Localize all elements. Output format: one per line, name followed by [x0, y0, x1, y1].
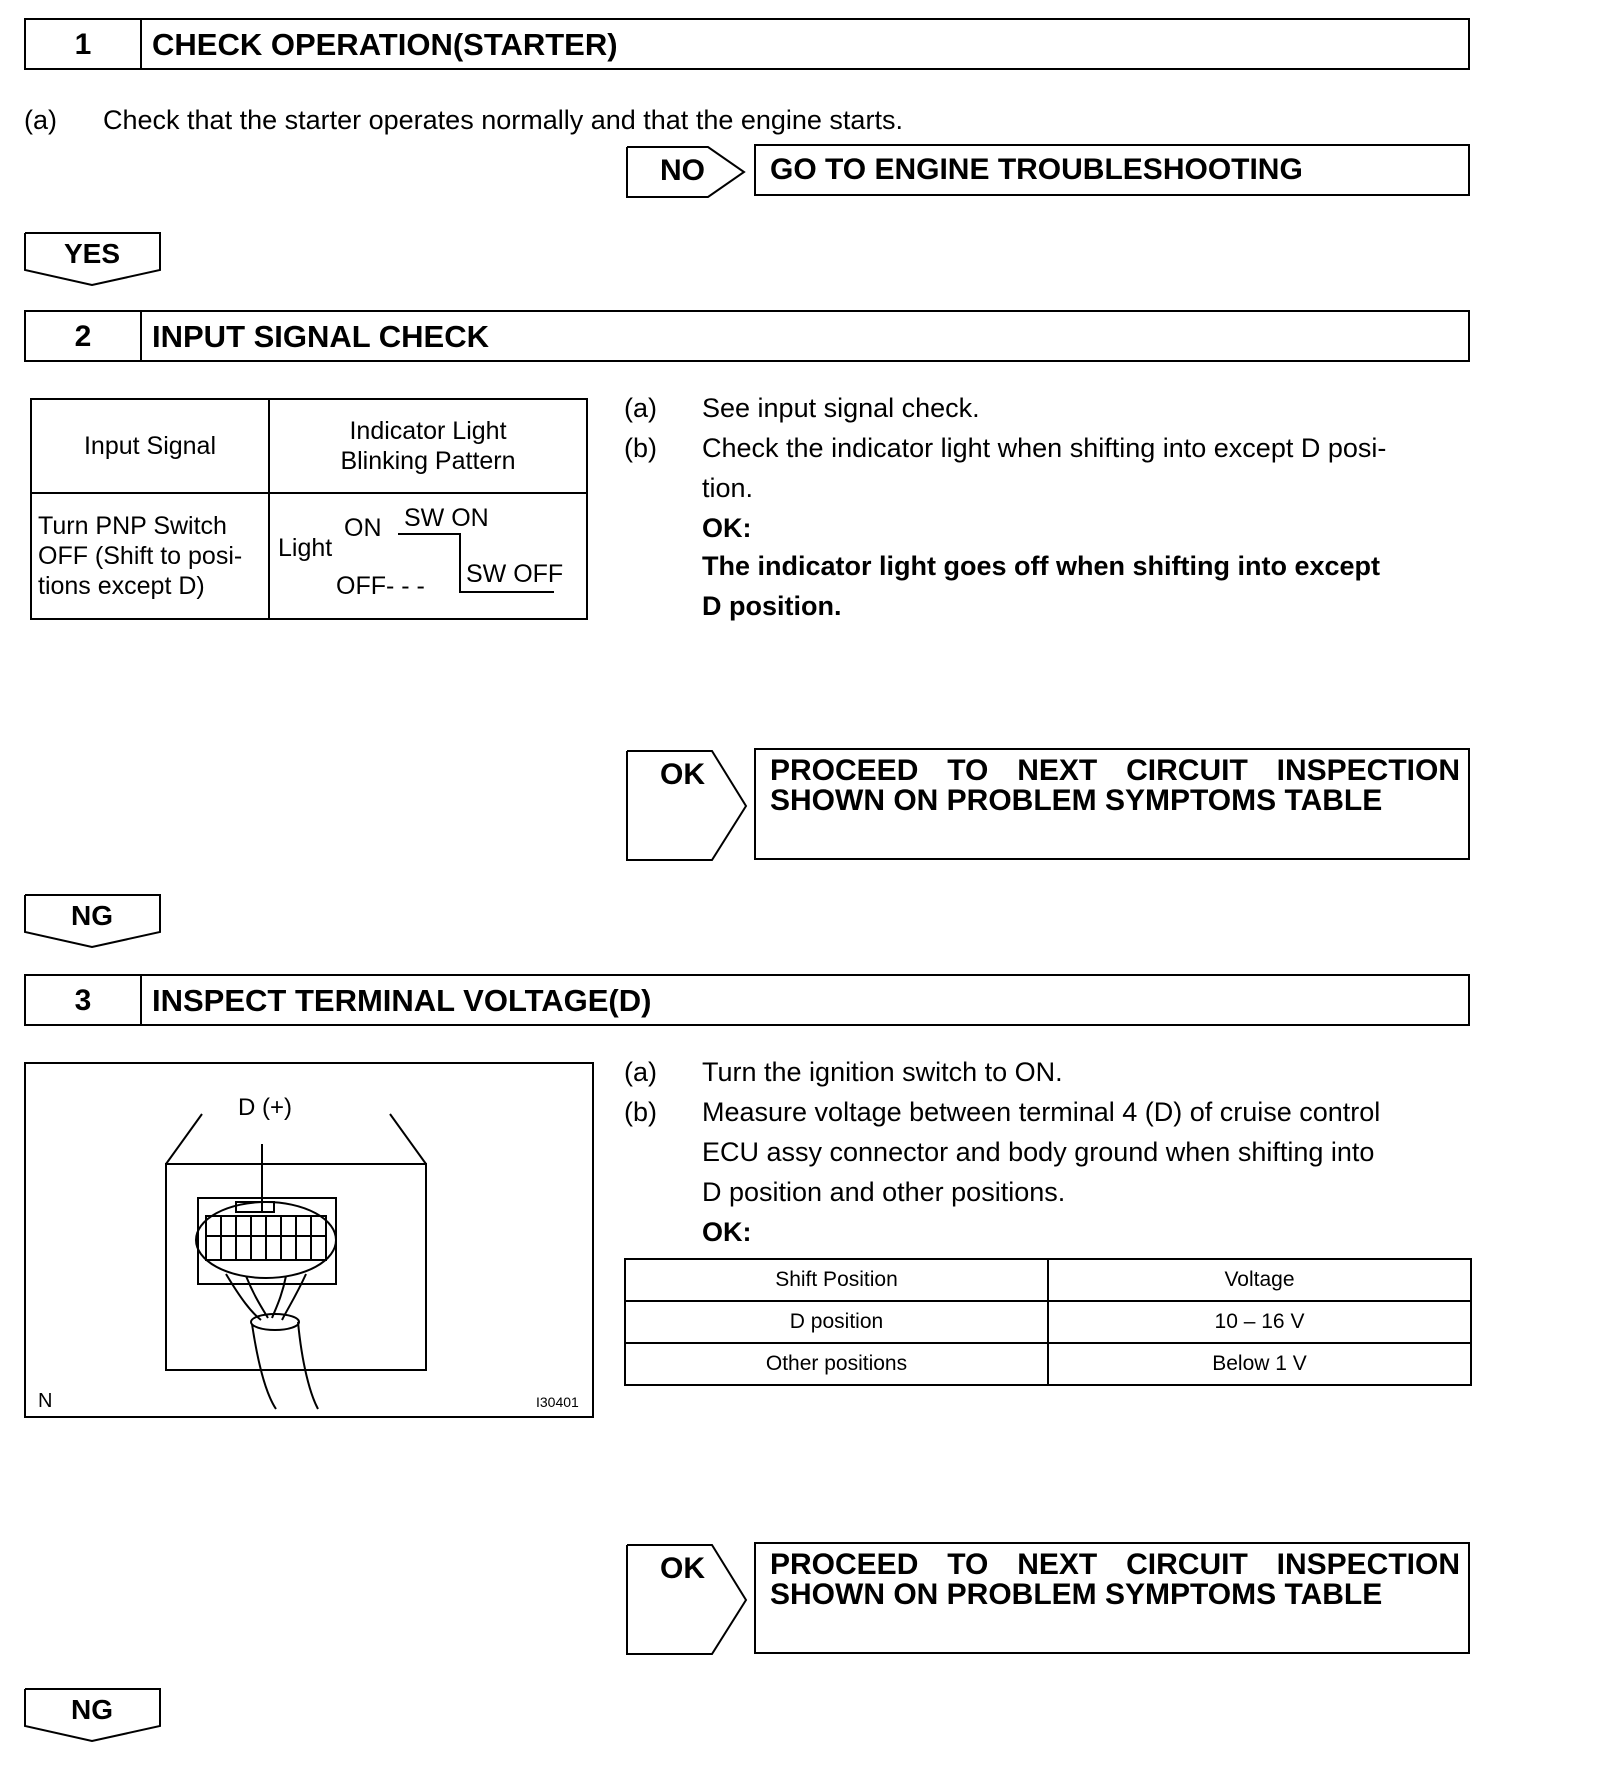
no-tag	[626, 146, 746, 198]
shift-position-cell: D position	[625, 1301, 1048, 1343]
step-2-ng-tag-label: NG	[71, 900, 113, 931]
table-row	[625, 1301, 1471, 1343]
step-3-title: INSPECT TERMINAL VOLTAGE(D)	[152, 983, 652, 1018]
go-to-engine-troubleshooting-text: GO TO ENGINE TROUBLESHOOTING	[770, 153, 1303, 186]
step-3-proceed-box	[754, 1542, 1470, 1654]
step-1-title: CHECK OPERATION(STARTER)	[152, 27, 618, 62]
step-2-number: 2	[26, 312, 142, 360]
header-shift-position: Shift Position	[625, 1259, 1048, 1301]
header-voltage: Voltage	[1048, 1259, 1471, 1301]
step-2-proceed-line2: SHOWN ON PROBLEM SYMPTOMS TABLE	[770, 784, 1383, 817]
pattern-waveform	[270, 494, 586, 618]
input-line1: Turn PNP Switch	[38, 512, 227, 540]
step-2-a-marker: (a)	[624, 393, 657, 423]
step-3-b-line2: ECU assy connector and body ground when shifting into	[702, 1137, 1375, 1167]
step-2-ok-tag-label: OK	[660, 758, 705, 791]
header-indicator-line2: Blinking Pattern	[340, 447, 516, 475]
step-3-b-line1: Measure voltage between terminal 4 (D) of cruise control	[702, 1097, 1381, 1127]
step-3-a-marker: (a)	[624, 1057, 657, 1087]
no-tag-label: NO	[660, 154, 705, 187]
step-2-a-text: See input signal check.	[702, 393, 980, 423]
step-2-ok-line1: The indicator light goes off when shifting into except	[702, 551, 1381, 581]
step-3-b-line3: D position and other positions.	[702, 1177, 1066, 1207]
step-3-ng-tag	[24, 1688, 160, 1740]
step-3-b-marker: (b)	[624, 1097, 657, 1127]
step-2-ng-tag	[24, 894, 160, 946]
input-signal-table	[30, 398, 588, 620]
input-line3: tions except D)	[38, 572, 205, 600]
step-3-proceed-line2: SHOWN ON PROBLEM SYMPTOMS TABLE	[770, 1578, 1383, 1611]
step-3-ok-label: OK:	[702, 1217, 752, 1247]
step-1-header	[24, 18, 1470, 70]
figure-corner-left: N	[38, 1390, 53, 1412]
step-2-ok-tag	[626, 750, 750, 862]
pattern-light-label: Light	[278, 534, 333, 562]
step-2-header	[24, 310, 1470, 362]
pattern-off-label: OFF- - -	[336, 572, 425, 600]
blinking-pattern-cell	[269, 493, 587, 619]
step-2-b-marker: (b)	[624, 433, 657, 463]
connector-figure	[24, 1062, 594, 1418]
step-1-a-text: Check that the starter operates normally and that the engine starts.	[103, 105, 903, 135]
pattern-on-label: ON	[344, 514, 382, 542]
voltage-table	[624, 1258, 1472, 1386]
step-3-number: 3	[26, 976, 142, 1024]
step-2-ok-line2: D position.	[702, 591, 842, 621]
shift-position-cell: Other positions	[625, 1343, 1048, 1385]
step-2-b-line1: Check the indicator light when shifting into except D posi-	[702, 433, 1387, 463]
pattern-sw-off-label: SW OFF	[466, 560, 564, 588]
yes-tag-label: YES	[63, 238, 121, 269]
step-2-ok-label: OK:	[702, 513, 752, 543]
step-1-a-marker: (a)	[24, 105, 57, 135]
step-3-ok-tag-label: OK	[660, 1552, 705, 1585]
step-2-proceed-box	[754, 748, 1470, 860]
row-input-signal-cell	[31, 493, 269, 619]
step-3-ok-tag	[626, 1544, 750, 1656]
step-3-header	[24, 974, 1470, 1026]
step-3-a-text: Turn the ignition switch to ON.	[702, 1057, 1063, 1087]
yes-tag	[24, 232, 160, 284]
step-3-ng-tag-label: NG	[71, 1694, 113, 1725]
step-1-number: 1	[26, 20, 142, 68]
header-input-signal: Input Signal	[31, 399, 269, 493]
step-2-title: INPUT SIGNAL CHECK	[152, 319, 490, 354]
voltage-cell: 10 – 16 V	[1048, 1301, 1471, 1343]
header-indicator-line1: Indicator Light	[349, 417, 507, 445]
pattern-sw-on-label: SW ON	[404, 504, 489, 532]
input-line2: OFF (Shift to posi-	[38, 542, 243, 570]
figure-id: I30401	[536, 1394, 579, 1410]
step-2-b-line2: tion.	[702, 473, 754, 503]
table-row	[625, 1343, 1471, 1385]
go-to-engine-troubleshooting-box	[754, 144, 1470, 196]
blinking-pattern-diagram	[270, 494, 586, 618]
step-3-proceed-line1: PROCEED TO NEXT CIRCUIT INSPECTION	[770, 1548, 1460, 1581]
connector-drawing	[26, 1064, 592, 1416]
step-2-proceed-line1: PROCEED TO NEXT CIRCUIT INSPECTION	[770, 754, 1460, 787]
header-indicator-light-cell	[269, 399, 587, 493]
terminal-d-label: D (+)	[238, 1094, 292, 1121]
voltage-cell: Below 1 V	[1048, 1343, 1471, 1385]
